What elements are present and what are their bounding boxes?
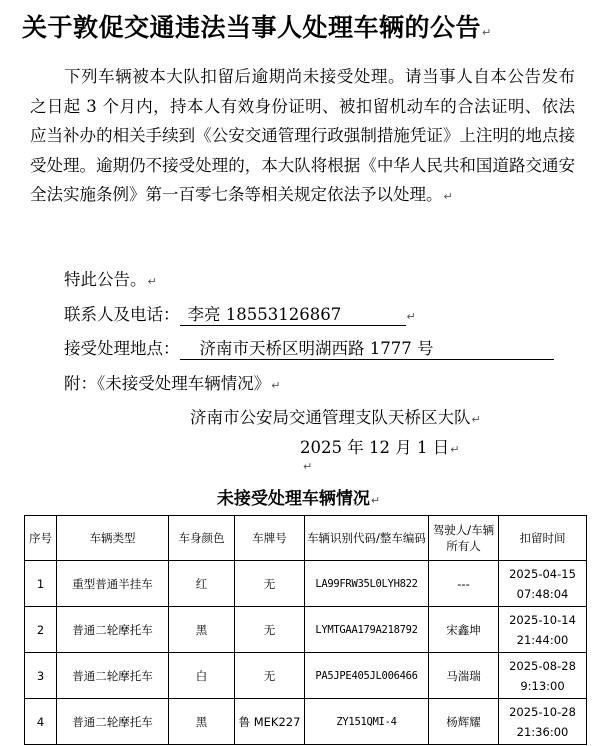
location-label: 接受处理地点： (64, 339, 180, 358)
issuer: 济南市公安局交通管理支队天桥区大队↵ (190, 408, 481, 427)
cell-type: 普通二轮摩托车 (57, 607, 169, 653)
paragraph-mark-icon: ↵ (471, 413, 481, 426)
cell-type: 重型普通半挂车 (57, 561, 169, 607)
cell-plate: 无 (235, 561, 305, 607)
cell-type: 普通二轮摩托车 (57, 699, 169, 745)
cell-type: 普通二轮摩托车 (57, 653, 169, 699)
header-type: 车辆类型 (57, 516, 169, 561)
cell-time (499, 699, 587, 745)
cell-owner: 马湍瑞 (429, 653, 499, 699)
cell-plate: 无 (235, 653, 305, 699)
table-header-row (25, 516, 587, 561)
cell-time-clock: 9:13:00 (520, 678, 565, 693)
table-title: 未接受处理车辆情况↵ (216, 489, 381, 509)
contact-value: 李亮 18553126867 (180, 301, 406, 326)
special-notice: 特此公告。↵ (64, 270, 157, 289)
vehicle-table (24, 515, 587, 745)
page-title: 关于敦促交通违法当事人处理车辆的公告↵ (22, 13, 492, 42)
header-owner: 驾驶人/车辆所有人 (429, 516, 499, 561)
cell-color: 白 (169, 653, 235, 699)
cell-owner: 宋鑫坤 (429, 607, 499, 653)
cell-owner: 杨辉耀 (429, 699, 499, 745)
cell-no: 4 (25, 699, 57, 745)
header-plate: 车牌号 (235, 516, 305, 561)
table-row (25, 699, 587, 745)
location-line (64, 335, 554, 360)
cell-time-clock: 21:36:00 (516, 724, 569, 739)
paragraph-mark-icon: ↵ (370, 494, 381, 507)
table-row (25, 607, 587, 653)
cell-vin: PA5JPE405JL006466 (305, 653, 429, 699)
paragraph-mark-icon: ↵ (271, 379, 281, 392)
attachment-line: 附：《未接受处理车辆情况》↵ (64, 374, 281, 393)
paragraph-mark-icon: ↵ (482, 26, 492, 39)
cell-time-date: 2025-08-28 (509, 658, 576, 673)
cell-time-date: 2025-10-14 (509, 612, 576, 627)
cell-vin: ZY151QMI-4 (305, 699, 429, 745)
cell-color: 黑 (169, 699, 235, 745)
header-vin: 车辆识别代码/整车编码 (305, 516, 429, 561)
cell-vin: LYMTGAA179A218792 (305, 607, 429, 653)
cell-time-date: 2025-10-28 (509, 704, 576, 719)
header-no: 序号 (25, 516, 57, 561)
cell-no: 1 (25, 561, 57, 607)
contact-label: 联系人及电话： (64, 305, 180, 324)
cell-time-clock: 21:44:00 (516, 632, 569, 647)
notice-body: 下列车辆被本大队扣留后逾期尚未接受处理。请当事人自本公告发布之日起 3 个月内，持本人有效身份证明、被扣留机动车的合法证明、依法应当补办的相关手续到《公安交通管理行政强制措施凭证》上注明的地点接受处理。逾期仍不接受处理的，本大队将根据《中华人民共和国道路交通安全法实施条例》第一百零七条等相关规定依法予以处理。↵ (30, 67, 575, 204)
header-color: 车身颜色 (169, 516, 235, 561)
cell-time (499, 561, 587, 607)
table-row (25, 653, 587, 699)
header-time: 扣留时间 (499, 516, 587, 561)
contact-line (64, 301, 416, 326)
cell-vin: LA99FRW35L0LYH822 (305, 561, 429, 607)
cell-no: 3 (25, 653, 57, 699)
cell-no: 2 (25, 607, 57, 653)
paragraph-mark-icon: ↵ (303, 460, 313, 473)
cell-time-clock: 07:48:04 (516, 586, 569, 601)
cell-time (499, 653, 587, 699)
cell-color: 黑 (169, 607, 235, 653)
cell-color: 红 (169, 561, 235, 607)
cell-time-date: 2025-04-15 (509, 566, 576, 581)
location-value: 济南市天桥区明湖西路 1777 号 (180, 335, 554, 360)
paragraph-mark-icon: ↵ (147, 275, 157, 288)
issue-date: 2025 年 12 月 1 日↵ (300, 438, 460, 457)
paragraph-mark-icon: ↵ (406, 310, 416, 323)
paragraph-mark-icon: ↵ (443, 190, 453, 203)
table-row (25, 561, 587, 607)
cell-plate: 无 (235, 607, 305, 653)
cell-plate: 鲁 MEK227 (235, 699, 305, 745)
cell-time (499, 607, 587, 653)
paragraph-mark-icon: ↵ (450, 443, 460, 456)
cell-owner: --- (429, 561, 499, 607)
